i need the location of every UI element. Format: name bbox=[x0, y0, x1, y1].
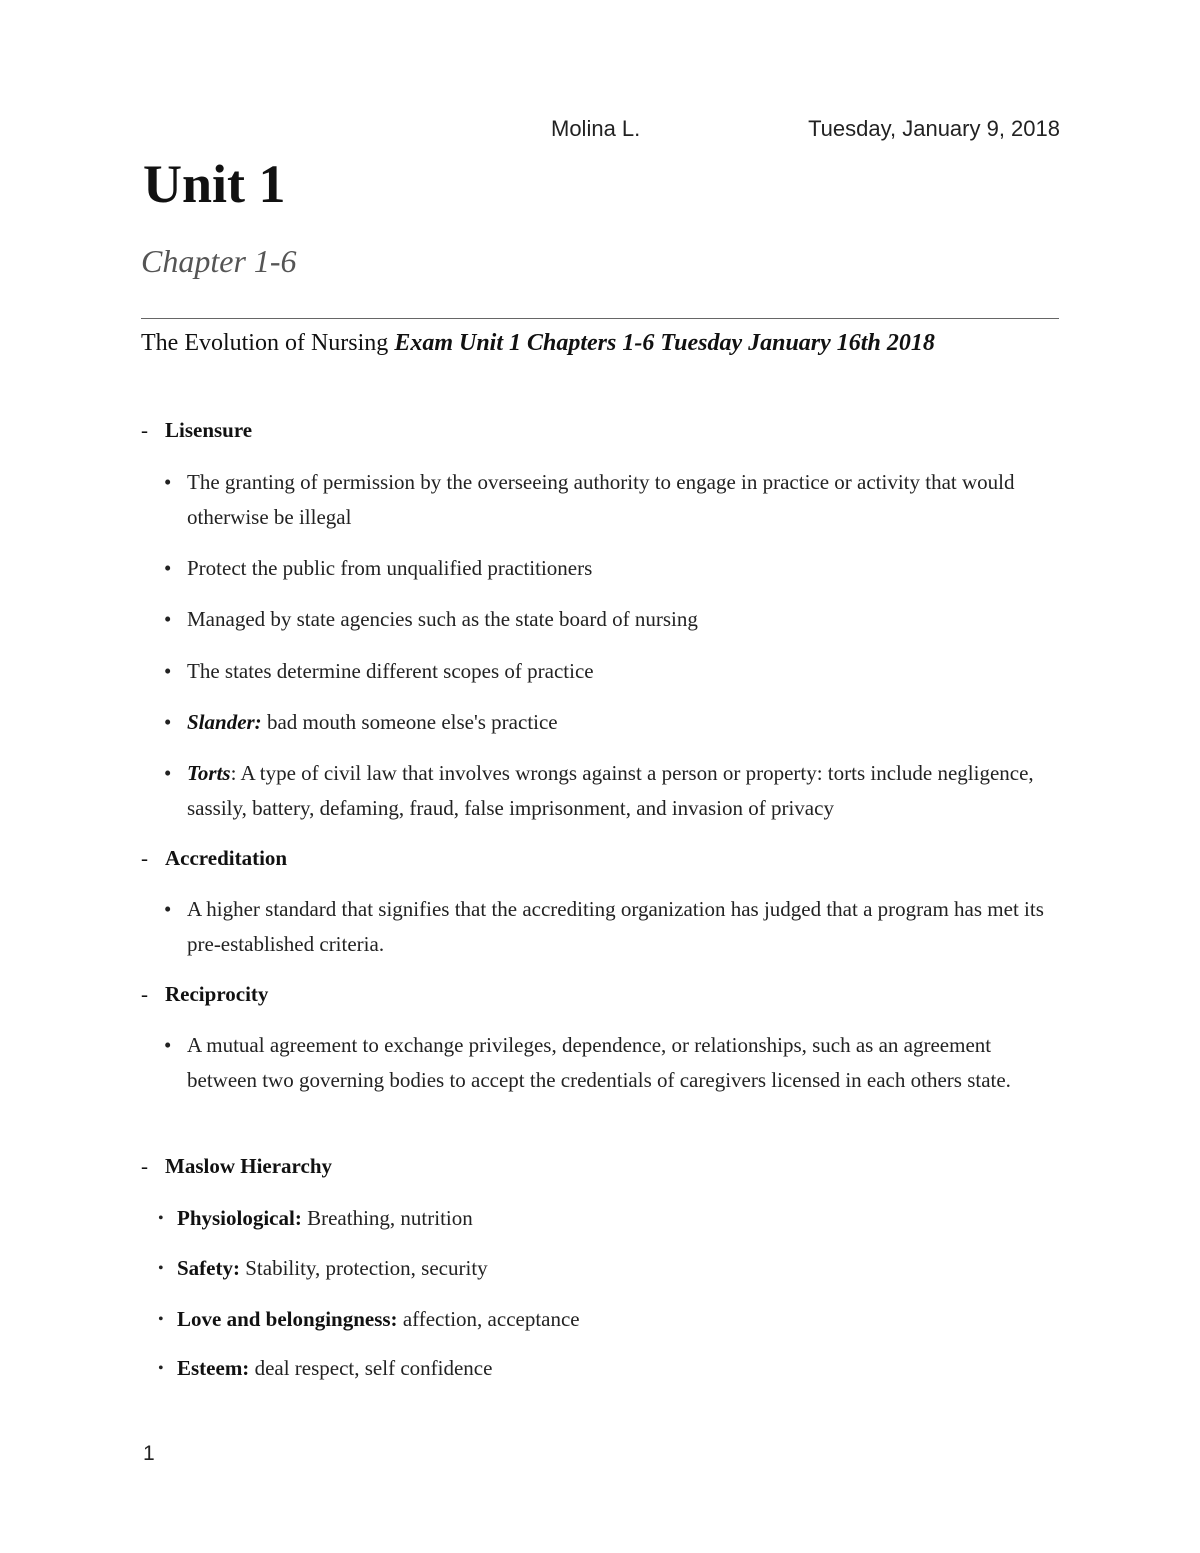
dash-marker: - bbox=[141, 1154, 148, 1178]
bullet-marker: • bbox=[164, 1033, 172, 1057]
term-esteem: Esteem: bbox=[177, 1356, 250, 1380]
bullet-marker: • bbox=[164, 659, 172, 683]
term-love-belongingness: Love and belongingness: bbox=[177, 1307, 398, 1331]
dash-marker: - bbox=[141, 418, 148, 442]
list-item-text bbox=[177, 1351, 1048, 1386]
list-item-text: The granting of permission by the overseeing authority to engage in practice or activity that would otherwise be illegal bbox=[187, 470, 1015, 529]
list-item-text bbox=[177, 1201, 1048, 1236]
bullet-marker: • bbox=[158, 1260, 164, 1277]
bullet-marker: • bbox=[164, 761, 172, 785]
section-title-emphasis: Exam Unit 1 Chapters 1-6 Tuesday January 16th 2018 bbox=[394, 330, 935, 356]
list-item bbox=[164, 654, 1054, 689]
bullet-marker: • bbox=[164, 470, 172, 494]
bullet-marker: • bbox=[164, 607, 172, 631]
list-item-text: A higher standard that signifies that the accrediting organization has judged that a program has met its pre-established criteria. bbox=[187, 897, 1044, 956]
list-item bbox=[158, 1201, 1048, 1236]
term-description: affection, acceptance bbox=[397, 1307, 580, 1331]
section-heading bbox=[141, 325, 1051, 361]
header-author: Molina L. bbox=[551, 116, 641, 141]
list-item-text bbox=[187, 756, 1054, 826]
term-description: Breathing, nutrition bbox=[301, 1206, 473, 1230]
term-safety: Safety: bbox=[177, 1256, 240, 1280]
topic-label: Accreditation bbox=[165, 846, 288, 870]
list-item bbox=[164, 892, 1054, 962]
list-item bbox=[164, 551, 1054, 586]
list-item bbox=[164, 1028, 1054, 1098]
topic-reciprocity bbox=[141, 982, 268, 1007]
list-item-text bbox=[187, 705, 1054, 740]
topic-label: Reciprocity bbox=[165, 982, 269, 1006]
topic-lisensure bbox=[141, 418, 252, 443]
section-title-plain: The Evolution of Nursing bbox=[141, 330, 389, 356]
topic-label: Lisensure bbox=[165, 418, 253, 442]
bullet-marker: • bbox=[164, 897, 172, 921]
dash-marker: - bbox=[141, 982, 148, 1006]
list-item bbox=[164, 705, 1054, 740]
document-subtitle: Chapter 1-6 bbox=[141, 243, 297, 279]
list-item bbox=[158, 1302, 1048, 1337]
list-item-text: The states determine different scopes of practice bbox=[187, 659, 594, 683]
horizontal-rule bbox=[141, 318, 1059, 319]
list-item bbox=[164, 756, 1054, 826]
bullet-marker: • bbox=[164, 556, 172, 580]
list-item bbox=[158, 1351, 1048, 1386]
slander-definition: bad mouth someone else's practice bbox=[261, 710, 558, 734]
list-item bbox=[164, 602, 1054, 637]
dash-marker: - bbox=[141, 846, 148, 870]
topic-label: Maslow Hierarchy bbox=[165, 1154, 332, 1178]
header-date: Tuesday, January 9, 2018 bbox=[808, 116, 1060, 141]
list-item-text: Protect the public from unqualified practitioners bbox=[187, 556, 593, 580]
term-physiological: Physiological: bbox=[177, 1206, 302, 1230]
term-torts: Torts bbox=[187, 761, 231, 785]
list-item-text bbox=[177, 1302, 1048, 1337]
term-slander: Slander: bbox=[187, 710, 262, 734]
topic-maslow-hierarchy bbox=[141, 1154, 332, 1179]
torts-definition: : A type of civil law that involves wrongs against a person or property: torts include negligence, sassily, battery, defaming, fraud, false imprisonment, and invasion of privacy bbox=[187, 761, 1034, 820]
term-description: deal respect, self confidence bbox=[249, 1356, 493, 1380]
page-number: 1 bbox=[143, 1442, 155, 1465]
list-item-text bbox=[177, 1251, 1048, 1286]
list-item bbox=[158, 1251, 1048, 1286]
list-item bbox=[164, 465, 1054, 535]
topic-accreditation bbox=[141, 846, 287, 871]
bullet-marker: • bbox=[158, 1360, 164, 1377]
list-item-text: A mutual agreement to exchange privileges, dependence, or relationships, such as an agreement between two governing bodies to accept the credentials of caregivers licensed in each others state. bbox=[187, 1033, 1011, 1092]
bullet-marker: • bbox=[158, 1210, 164, 1227]
bullet-marker: • bbox=[164, 710, 172, 734]
bullet-marker: • bbox=[158, 1311, 164, 1328]
document-title: Unit 1 bbox=[143, 154, 286, 214]
list-item-text: Managed by state agencies such as the state board of nursing bbox=[187, 607, 698, 631]
term-description: Stability, protection, security bbox=[239, 1256, 488, 1280]
